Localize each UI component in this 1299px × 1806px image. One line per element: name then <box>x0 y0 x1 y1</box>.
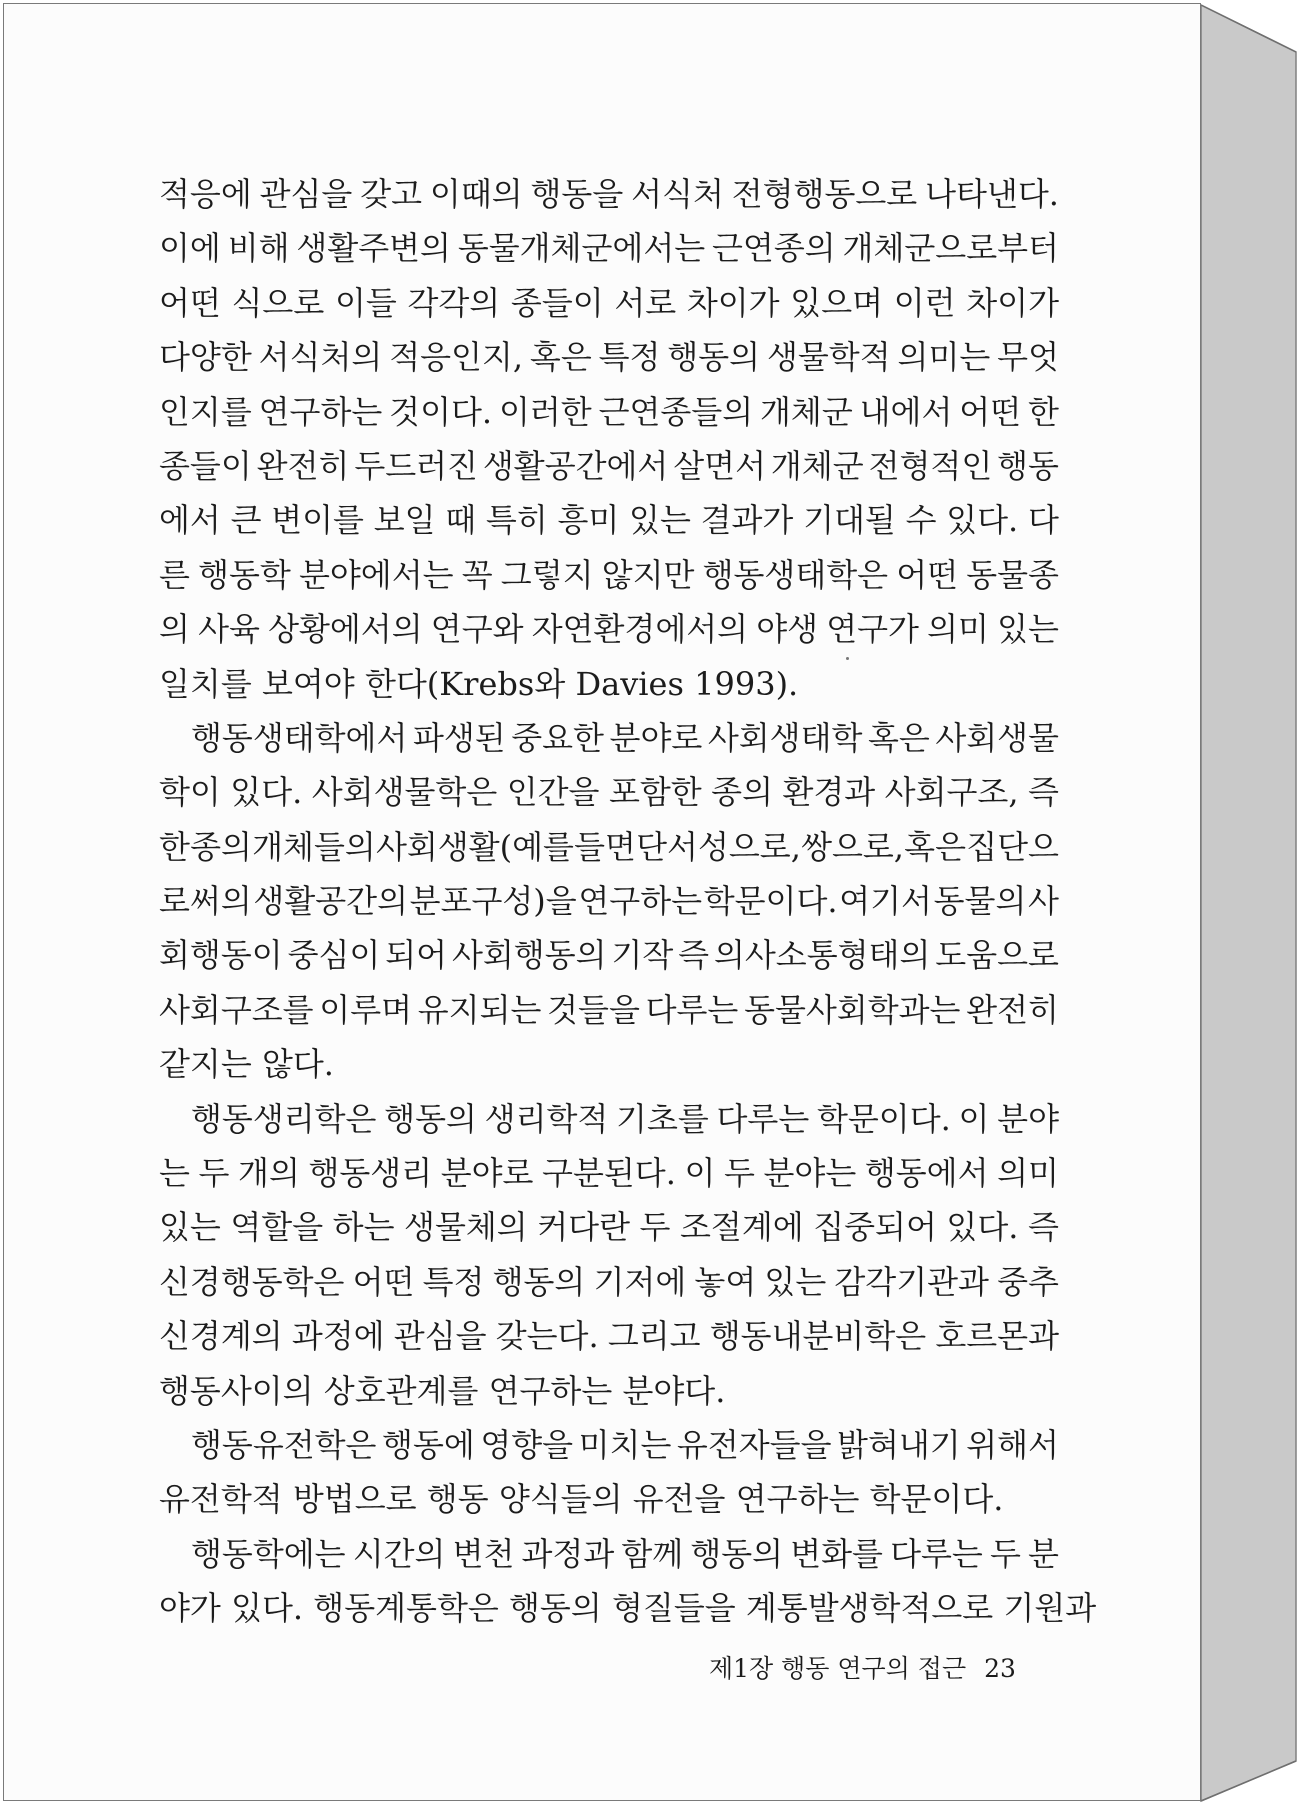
word: 과정에 <box>291 1317 385 1356</box>
word: 연구와 <box>430 610 524 649</box>
word: 큰 <box>230 501 262 540</box>
word: 야가 <box>159 1589 221 1628</box>
chapter-title: 제1장 행동 연구의 접근 <box>709 1654 967 1683</box>
word: 관심을 <box>393 1317 487 1356</box>
word: 분야로 <box>440 1154 534 1193</box>
text-line <box>159 493 1059 547</box>
word: 사 <box>1028 882 1059 921</box>
word: 호르몬과 <box>935 1317 1059 1356</box>
word: 이 <box>684 1154 716 1193</box>
text-line <box>159 1092 1059 1146</box>
word: 커다란 <box>537 1208 630 1247</box>
word: 인간을 <box>506 773 600 812</box>
text-line <box>159 167 1059 221</box>
word: 행동의 <box>384 1099 477 1138</box>
word: 식으로 <box>231 283 325 322</box>
text-line <box>159 1255 1059 1309</box>
text-line <box>159 765 1059 819</box>
text-line <box>159 1581 1097 1635</box>
word: 회행동이 <box>159 936 283 975</box>
word: 행동사이의 <box>159 1371 314 1410</box>
word: 즉 <box>678 936 710 975</box>
page-stack-side <box>1201 5 1296 1801</box>
word: 차이가 <box>966 283 1059 322</box>
word: 완전히 <box>966 990 1059 1029</box>
word: 른 <box>159 555 190 594</box>
word: 한 <box>159 827 190 866</box>
word: 근연종들의 <box>598 392 754 431</box>
word: 되어 <box>385 936 448 975</box>
word: 한다(Krebs와 <box>364 664 566 703</box>
word: 것이다. <box>389 392 493 431</box>
word: 완전히 <box>256 446 350 485</box>
word: 사회생물학은 <box>311 773 498 812</box>
word: 기원과 <box>1003 1589 1097 1628</box>
word: 행동의 <box>509 1589 602 1628</box>
word: 전형적인 <box>868 446 993 485</box>
word: 상호관계를 <box>323 1371 479 1410</box>
body-text <box>159 167 1097 1636</box>
word: 두 <box>989 1534 1021 1573</box>
word: 1993). <box>694 664 799 703</box>
word: 개체들의 <box>252 827 376 866</box>
word: 개체군으로부터 <box>842 229 1059 268</box>
text-line <box>159 385 1059 439</box>
word: 밝혀내기 <box>837 1425 961 1464</box>
word: 연구하는 <box>488 1371 613 1410</box>
page-footer <box>709 1649 1016 1685</box>
paragraph <box>159 167 1059 711</box>
word: 그렇지 <box>500 555 594 594</box>
word: 분야다. <box>622 1371 726 1410</box>
word: 이루며 <box>319 990 413 1029</box>
word: 보일 <box>373 501 436 540</box>
word: 사회생물 <box>935 718 1059 757</box>
word: 있는 <box>629 501 691 540</box>
word: 연구하는 <box>735 1480 860 1519</box>
word: 그리고 <box>607 1317 701 1356</box>
word: 도움으로 <box>935 936 1059 975</box>
word: 생활주변의 <box>296 229 451 268</box>
text-line <box>159 1418 1059 1472</box>
word: 행동의 <box>492 1262 586 1301</box>
word: 미치는 <box>578 1425 672 1464</box>
word: 생활공간에서 <box>482 446 669 485</box>
text-line <box>159 657 1059 711</box>
word: 기작 <box>611 936 674 975</box>
word: 신경계의 <box>159 1317 283 1356</box>
word: 유전을 <box>632 1480 726 1519</box>
word: 이들 <box>334 283 397 322</box>
text-line <box>159 1364 1059 1418</box>
word: 집단으 <box>966 827 1059 866</box>
word: 사회구조, <box>884 773 1019 812</box>
word: 는 <box>159 1154 190 1193</box>
word: 동물의 <box>933 882 1027 921</box>
text-line <box>159 1037 1059 1091</box>
word: 분포구성)을 <box>409 882 577 921</box>
word: 행동 <box>426 1480 489 1519</box>
word: 두 <box>723 1154 755 1193</box>
word: 상황에서의 <box>268 610 423 649</box>
word: 구분된다. <box>542 1154 676 1193</box>
text-line <box>159 276 1059 330</box>
word: 다 <box>1027 501 1059 540</box>
word: 연구하는 <box>258 392 383 431</box>
text-line <box>159 330 1059 384</box>
word: 즉 <box>1027 1208 1059 1247</box>
word: 어떤 <box>959 392 1022 431</box>
word: 행동생리 <box>308 1154 433 1193</box>
word: 기저에 <box>593 1262 687 1301</box>
word: 행동의 <box>667 338 761 377</box>
word: 근연종의 <box>712 229 836 268</box>
word: 결과가 <box>700 501 794 540</box>
word: 사회생태학 <box>707 718 863 757</box>
word: 갖는다. <box>495 1317 599 1356</box>
word: 어떤 <box>352 1262 415 1301</box>
word: 있다. <box>230 773 303 812</box>
word: 있다. <box>946 1208 1019 1247</box>
word: 감각기관과 <box>834 1262 989 1301</box>
word: 분야로 <box>609 718 703 757</box>
word: 혹은 <box>867 718 930 757</box>
word: 집중되어 <box>813 1208 937 1247</box>
word: 나타낸다. <box>925 175 1059 213</box>
word: 과정과 <box>521 1534 615 1573</box>
word: 적응인지, <box>389 338 524 377</box>
word: 종의 <box>190 827 252 866</box>
word: 사육 <box>198 610 260 649</box>
word: 한 <box>1027 392 1059 431</box>
word: 역할을 <box>230 1208 324 1247</box>
word: 들면 <box>574 827 636 866</box>
word: 행동에서 <box>864 1154 989 1193</box>
word: 포함한 <box>608 773 702 812</box>
text-line <box>159 1527 1059 1581</box>
word: 다루는 <box>716 1099 810 1138</box>
word: 조절계에 <box>680 1208 804 1247</box>
word: 개체군 <box>760 392 853 431</box>
word: 여기서 <box>839 882 932 921</box>
word: 생리학적 <box>484 1099 609 1138</box>
word: 다루는 <box>890 1534 983 1573</box>
word: 동물개체군에서는 <box>457 229 706 268</box>
word: 행동의 <box>690 1534 784 1573</box>
paragraph <box>159 1527 1097 1636</box>
word: 유전자들을 <box>676 1425 832 1464</box>
word: 야생 <box>756 610 819 649</box>
word: 차이가 <box>686 283 780 322</box>
scan-speck <box>846 657 849 660</box>
word: 시간의 <box>352 1534 446 1573</box>
word: 인지를 <box>159 392 252 431</box>
word: 내에서 <box>859 392 953 431</box>
word: 있으며 <box>790 283 884 322</box>
word: 개의 <box>238 1154 300 1193</box>
word: 변천 <box>452 1534 515 1573</box>
word: 비해 <box>227 229 290 268</box>
text-line <box>159 928 1059 982</box>
word: 사회행동의 <box>451 936 607 975</box>
word: 하는 <box>332 1208 395 1247</box>
word: 파생된 <box>412 718 506 757</box>
word: 위해서 <box>966 1425 1059 1464</box>
paragraph <box>159 1418 1059 1527</box>
text-line <box>159 711 1059 765</box>
word: 학문이다. <box>816 1099 951 1138</box>
word: 행동생태학에서 <box>191 718 408 757</box>
word: 의미는 <box>897 338 991 377</box>
word: 환경과 <box>782 773 876 812</box>
word: 꼭 <box>461 555 493 594</box>
word: 행동내분비학은 <box>709 1317 927 1356</box>
paragraph <box>159 711 1059 1092</box>
word: 행동 <box>997 446 1059 485</box>
word: 두 <box>198 1154 230 1193</box>
word: 행동생태학은 <box>702 555 889 594</box>
word: 이런 <box>893 283 956 322</box>
word: 행동생리학은 <box>191 1099 377 1138</box>
word: 이에 <box>159 229 221 268</box>
word: 혹은 <box>529 338 592 377</box>
word: 같지는 <box>159 1045 252 1084</box>
word: 무엇 <box>997 338 1059 377</box>
word: 특정 <box>598 338 661 377</box>
word: 살면서 <box>673 446 767 485</box>
word: 중요한 <box>511 718 604 757</box>
word: 유전학적 <box>159 1480 283 1519</box>
word: 서식처의 <box>258 338 383 377</box>
word: 단서성으로, <box>636 827 801 866</box>
word: 있다. <box>231 1589 304 1628</box>
word: 어떤 <box>896 555 959 594</box>
word: 에서 <box>159 501 221 540</box>
word: 있는 <box>997 610 1059 649</box>
word: 보여야 <box>261 664 355 703</box>
word: 분야 <box>997 1099 1059 1138</box>
word: 중추 <box>997 1262 1059 1301</box>
word: 의미 <box>927 610 989 649</box>
word: 분야에서는 <box>298 555 454 594</box>
text-line <box>159 548 1059 602</box>
word: 계통발생학적으로 <box>745 1589 994 1628</box>
word: 사회구조를 <box>159 990 314 1029</box>
word: 있다. <box>946 501 1019 540</box>
word: 방법으로 <box>292 1480 417 1519</box>
word: 다양한 <box>159 338 252 377</box>
word: 신경행동학은 <box>159 1262 345 1301</box>
word: 기대될 <box>803 501 896 540</box>
word: 행동학 <box>198 555 291 594</box>
word: 놓여 <box>694 1262 757 1301</box>
word: 수 <box>905 501 937 540</box>
word: 특정 <box>422 1262 485 1301</box>
word: 중심이 <box>287 936 381 975</box>
text-line <box>159 1309 1059 1363</box>
word: 이때의 <box>429 175 523 213</box>
word: 것들을 <box>547 990 640 1029</box>
word: 각각의 <box>407 283 501 322</box>
word: 사회생활(예를 <box>375 827 574 866</box>
text-line <box>159 1146 1059 1200</box>
word: 영향을 <box>480 1425 574 1464</box>
word: 의미 <box>997 1154 1059 1193</box>
word: 의사소통형태의 <box>713 936 931 975</box>
word: 서식처 <box>631 175 724 213</box>
word: 변화를 <box>790 1534 883 1573</box>
word: 연구하는 <box>578 882 703 921</box>
text-line <box>159 1472 1059 1526</box>
text-line <box>159 983 1059 1037</box>
word: 연구가 <box>826 610 919 649</box>
word: 자연환경에서의 <box>531 610 749 649</box>
word: 쌍으로, <box>801 827 904 866</box>
word: 일치를 <box>159 664 252 703</box>
word: 종들이 <box>159 446 252 485</box>
word: Davies <box>575 664 684 703</box>
word: 않지만 <box>601 555 695 594</box>
word: 동물종 <box>966 555 1059 594</box>
word: 학문이다. <box>703 882 838 921</box>
word: 갖고 <box>360 175 423 213</box>
word: 동물사회학과는 <box>744 990 961 1029</box>
word: 않다. <box>261 1045 334 1084</box>
word: 다루는 <box>645 990 739 1029</box>
word: 행동계통학은 <box>313 1589 499 1628</box>
word: 생활공간의 <box>253 882 408 921</box>
word: 양식들의 <box>498 1480 623 1519</box>
text-line <box>159 439 1059 493</box>
word: 이러한 <box>498 392 592 431</box>
word: 형질들을 <box>612 1589 736 1628</box>
book-page <box>3 3 1201 1801</box>
word: 학문이다. <box>869 1480 1004 1519</box>
word: 관심을 <box>259 175 353 213</box>
word: 로써의 <box>159 882 252 921</box>
word: 함께 <box>621 1534 684 1573</box>
text-line <box>159 820 1059 874</box>
word: 때 <box>445 501 477 540</box>
word: 종의 <box>711 773 773 812</box>
word: 두 <box>639 1208 671 1247</box>
word: 생물학적 <box>766 338 891 377</box>
text-line <box>159 221 1059 275</box>
word: 유지되는 <box>417 990 542 1029</box>
word: 전형행동으로 <box>731 175 918 213</box>
word: 어떤 <box>159 283 221 322</box>
text-line <box>159 602 1059 656</box>
word: 적응에 <box>159 175 252 213</box>
word: 생물체의 <box>404 1208 528 1247</box>
word: 두드러진 <box>354 446 478 485</box>
word: 분야는 <box>763 1154 857 1193</box>
word: 변이를 <box>271 501 364 540</box>
text-line <box>159 874 1059 928</box>
word: 분 <box>1028 1534 1059 1573</box>
paragraph <box>159 1092 1059 1418</box>
word: 종들이 <box>510 283 604 322</box>
word: 학이 <box>159 773 221 812</box>
word: 즉 <box>1027 773 1059 812</box>
word: 행동학에는 <box>191 1534 346 1573</box>
word: 의 <box>159 610 190 649</box>
word: 행동유전학은 <box>191 1425 377 1464</box>
page-number: 23 <box>984 1654 1016 1683</box>
word: 흥미 <box>557 501 620 540</box>
word: 기초를 <box>616 1099 709 1138</box>
text-line <box>159 1200 1059 1254</box>
word: 있는 <box>159 1208 221 1247</box>
word: 개체군 <box>770 446 864 485</box>
word: 혹은 <box>904 827 966 866</box>
word: 있는 <box>764 1262 827 1301</box>
word: 이 <box>958 1099 990 1138</box>
word: 행동을 <box>530 175 624 213</box>
word: 특히 <box>485 501 548 540</box>
word: 서로 <box>614 283 677 322</box>
word: 행동에 <box>382 1425 475 1464</box>
